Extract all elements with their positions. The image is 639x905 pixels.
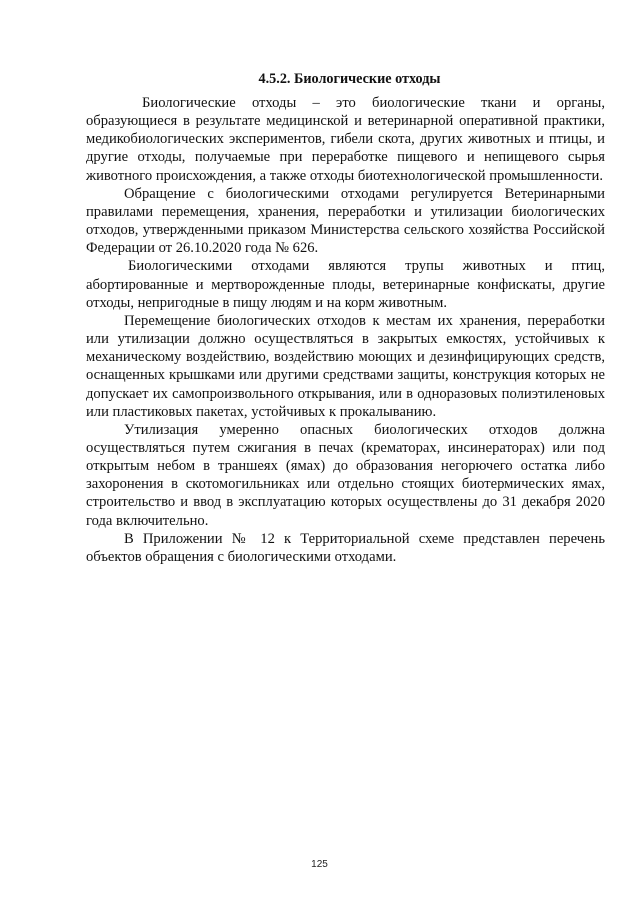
page-number: 125 bbox=[311, 859, 328, 870]
paragraph-transport: Перемещение биологических отходов к местам их хранения, переработки или утилизации должно осуществляться в закрытых емкостях, устойчивых к механическому воздействию, воздействию моющих и дезинфицирующих средств, оснащенных крышками или другими средствами защиты, конструкция которых не допускает их самопроизвольного открывания, или в одноразовых полиэтиленовых или пластиковых пакетах, устойчивых к прокалыванию. bbox=[86, 312, 605, 420]
section-heading: 4.5.2. Биологические отходы bbox=[258, 71, 441, 87]
paragraph-definition: Биологические отходы – это биологические ткани и органы, образующиеся в результате медицинской и ветеринарной оперативной практики, медикобиологических экспериментов, гибели скота, других животных и птицы, и другие отходы, получаемые при переработке пищевого и непищевого сырья животного происхождения, а также отходы биотехнологической промышленности. bbox=[86, 95, 605, 184]
paragraph-regulation: Обращение с биологическими отходами регулируется Ветеринарными правилами перемещения, хранения, переработки и утилизации биологических отходов, утвержденными приказом Министерства сельского хозяйства Российской Федерации от 26.10.2020 года № 626. bbox=[86, 185, 605, 257]
paragraph-disposal: Утилизация умеренно опасных биологических отходов должна осуществляться путем сжигания в печах (крематорах, инсинераторах) или под открытым небом в траншеях (ямах) до образования негорючего остатка либо захоронения в скотомогильниках или отдельно стоящих биотермических ямах, строительство и ввод в эксплуатацию которых осуществлены до 31 декабря 2020 года включительно. bbox=[86, 421, 605, 529]
page-content bbox=[86, 70, 605, 566]
paragraph-types: Биологическими отходами являются трупы животных и птиц, абортированные и мертворожденные плоды, ветеринарные конфискаты, другие отходы, непригодные в пищу людям и на корм животным. bbox=[86, 258, 605, 311]
paragraph-appendix: В Приложении № 12 к Территориальной схеме представлен перечень объектов обращения с биологическими отходами. bbox=[86, 530, 605, 565]
